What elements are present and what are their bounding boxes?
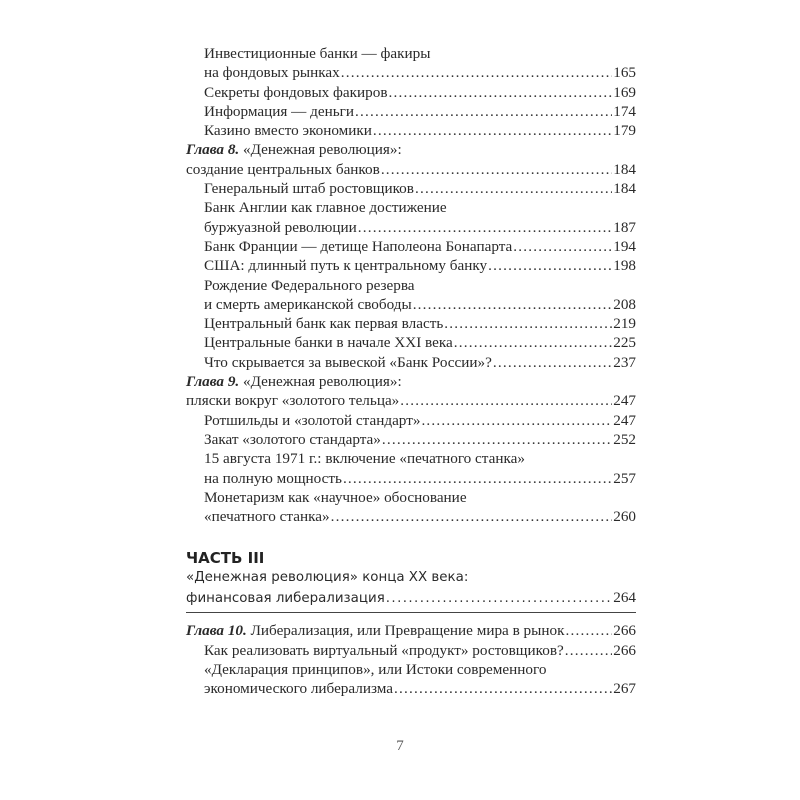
- leader-dots: [355, 102, 612, 121]
- entry-title-cont: на полную мощность: [204, 469, 342, 487]
- leader-dots: [400, 391, 612, 410]
- leader-dots: [382, 430, 612, 449]
- page-ref: 174: [613, 102, 636, 120]
- leader-dots: [373, 121, 612, 140]
- entry-title-cont: буржуазной революции: [204, 218, 357, 236]
- leader-dots: [488, 256, 612, 275]
- toc-entry[interactable]: [186, 198, 636, 237]
- toc-entry[interactable]: [186, 121, 636, 140]
- page-ref: 257: [613, 469, 636, 487]
- entry-title: Ротшильды и «золотой стандарт»: [204, 411, 421, 429]
- entry-title: Секреты фондовых факиров: [204, 83, 388, 101]
- page-ref: 247: [613, 411, 636, 429]
- leader-dots: [421, 411, 612, 430]
- page-ref: 237: [613, 353, 636, 371]
- page-ref: 252: [613, 430, 636, 448]
- leader-dots: [454, 333, 612, 352]
- page-ref: 184: [613, 180, 636, 198]
- leader-dots: [493, 353, 612, 372]
- toc-entry[interactable]: [186, 333, 636, 352]
- toc-entry[interactable]: [186, 314, 636, 333]
- chapter-entry[interactable]: [186, 140, 636, 179]
- leader-dots: [331, 507, 613, 526]
- chapter-title: «Денежная революция»:: [243, 141, 402, 159]
- entry-title: Рождение Федерального резерва: [204, 276, 415, 294]
- page-ref: 208: [613, 295, 636, 313]
- page-ref: 225: [613, 334, 636, 352]
- page-ref: 266: [613, 622, 636, 640]
- toc-entry[interactable]: [186, 430, 636, 449]
- toc-entry[interactable]: [186, 256, 636, 275]
- leader-dots: [413, 295, 613, 314]
- page-ref: 194: [613, 237, 636, 255]
- table-of-contents: [186, 44, 636, 699]
- part-subtitle: «Денежная революция» конца XX века:: [186, 570, 469, 586]
- chapter-entry[interactable]: [186, 372, 636, 411]
- entry-title: 15 августа 1971 г.: включение «печатного станка»: [204, 450, 525, 468]
- chapter-label: Глава 8.: [186, 141, 240, 159]
- page-ref: 219: [613, 315, 636, 333]
- chapter-title-cont: создание центральных банков: [186, 160, 380, 178]
- toc-entry[interactable]: [186, 449, 636, 488]
- chapter-label: Глава 10.: [186, 622, 247, 640]
- page-ref: 179: [613, 122, 636, 140]
- page-ref: 198: [613, 257, 636, 275]
- toc-entry[interactable]: [186, 660, 636, 699]
- toc-entry[interactable]: [186, 179, 636, 198]
- entry-title: Банк Франции — детище Наполеона Бонапарта: [204, 237, 513, 255]
- leader-dots: [565, 641, 612, 660]
- page-ref: 267: [613, 680, 636, 698]
- page-ref: 264: [613, 589, 636, 607]
- leader-dots: [343, 469, 612, 488]
- entry-title: Монетаризм как «научное» обоснование: [204, 488, 467, 506]
- page-ref: 187: [613, 218, 636, 236]
- page-ref: 260: [613, 508, 636, 526]
- entry-title: США: длинный путь к центральному банку: [204, 257, 488, 275]
- entry-title-cont: на фондовых рынках: [204, 64, 340, 82]
- entry-title: Закат «золотого стандарта»: [204, 430, 381, 448]
- leader-dots: [358, 218, 613, 237]
- toc-entry[interactable]: [186, 411, 636, 430]
- chapter-title-cont: пляски вокруг «золотого тельца»: [186, 392, 400, 410]
- divider-rule: [186, 612, 636, 613]
- toc-entry[interactable]: [186, 102, 636, 121]
- chapter-title: Либерализация, или Превращение мира в рынок: [250, 622, 565, 640]
- entry-title-cont: экономического либерализма: [204, 680, 394, 698]
- page-ref: 184: [613, 160, 636, 178]
- chapter-label: Глава 9.: [186, 373, 240, 391]
- page-ref: 266: [613, 641, 636, 659]
- chapter-entry[interactable]: [186, 621, 636, 640]
- entry-title: «Декларация принципов», или Истоки современного: [204, 661, 547, 679]
- part-subtitle-cont: финансовая либерализация: [186, 591, 385, 607]
- entry-title: Банк Англии как главное достижение: [204, 199, 447, 217]
- entry-title: Генеральный штаб ростовщиков: [204, 180, 414, 198]
- toc-entry[interactable]: [186, 276, 636, 315]
- leader-dots: [386, 589, 612, 609]
- leader-dots: [394, 679, 612, 698]
- leader-dots: [565, 621, 612, 640]
- leader-dots: [381, 160, 612, 179]
- entry-title: Казино вместо экономики: [204, 122, 372, 140]
- toc-entry[interactable]: [186, 641, 636, 660]
- entry-title: Как реализовать виртуальный «продукт» ростовщиков?: [204, 641, 564, 659]
- entry-title: Инвестиционные банки — факиры: [204, 45, 431, 62]
- entry-title-cont: «печатного станка»: [204, 508, 330, 526]
- entry-title: Центральный банк как первая власть: [204, 315, 444, 333]
- page-ref: 169: [613, 83, 636, 101]
- chapter-title: «Денежная революция»:: [243, 373, 402, 391]
- entry-title-cont: и смерть американской свободы: [204, 295, 412, 313]
- toc-entry[interactable]: [186, 237, 636, 256]
- toc-entry[interactable]: [186, 83, 636, 102]
- leader-dots: [341, 63, 612, 82]
- leader-dots: [415, 179, 612, 198]
- toc-entry[interactable]: [186, 488, 636, 527]
- page-number: 7: [396, 738, 404, 754]
- entry-title: Что скрывается за вывеской «Банк России»?: [204, 353, 492, 371]
- leader-dots: [389, 83, 613, 102]
- leader-dots: [513, 237, 612, 256]
- entry-title: Информация — деньги: [204, 102, 355, 120]
- page-ref: 165: [613, 64, 636, 82]
- entry-title: Центральные банки в начале XXI века: [204, 334, 453, 352]
- part-title: ЧАСТЬ III: [186, 549, 265, 568]
- page-ref: 247: [613, 392, 636, 410]
- toc-entry[interactable]: [186, 44, 636, 83]
- part-entry[interactable]: [186, 549, 636, 609]
- toc-entry[interactable]: [186, 353, 636, 372]
- leader-dots: [444, 314, 612, 333]
